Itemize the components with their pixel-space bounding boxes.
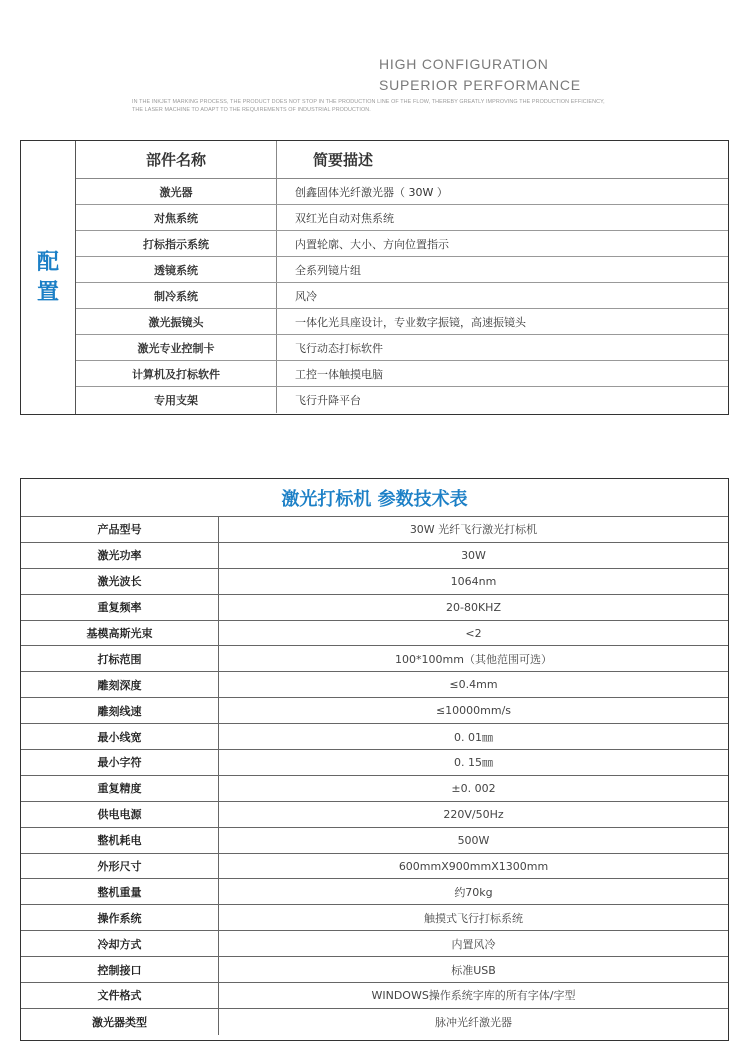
spec-row-key: 激光波长 bbox=[21, 569, 219, 594]
spec-row bbox=[21, 724, 728, 750]
spec-row-value: 500W bbox=[457, 833, 490, 847]
spec-row-key: 雕刻线速 bbox=[21, 698, 219, 723]
spec-row bbox=[21, 517, 728, 543]
spec-table bbox=[20, 478, 729, 1041]
spec-row-key: 基模高斯光束 bbox=[21, 621, 219, 646]
spec-row-value: 600mmX900mmX1300mm bbox=[398, 859, 549, 873]
spec-row bbox=[21, 879, 728, 905]
spec-row bbox=[21, 802, 728, 828]
spec-row bbox=[21, 905, 728, 931]
spec-row bbox=[21, 543, 728, 569]
spec-row-value: 220V/50Hz bbox=[443, 807, 504, 821]
spec-row-key: 最小字符 bbox=[21, 750, 219, 775]
config-row-name: 打标指示系统 bbox=[76, 231, 277, 256]
spec-row bbox=[21, 1009, 728, 1035]
spec-row-value: 30W 光纤飞行激光打标机 bbox=[409, 523, 538, 537]
config-row bbox=[76, 283, 728, 309]
spec-row-key: 激光功率 bbox=[21, 543, 219, 568]
spec-row bbox=[21, 569, 728, 595]
spec-row-key: 整机耗电 bbox=[21, 828, 219, 853]
spec-row-value: ≤0.4mm bbox=[449, 678, 498, 692]
spec-row-key: 整机重量 bbox=[21, 879, 219, 904]
config-row-name: 专用支架 bbox=[76, 387, 277, 413]
spec-row-value: 100*100mm（其他范围可选） bbox=[395, 652, 552, 666]
spec-row bbox=[21, 698, 728, 724]
config-row-name: 对焦系统 bbox=[76, 205, 277, 230]
config-row-name: 制冷系统 bbox=[76, 283, 277, 308]
spec-row-value: <2 bbox=[465, 626, 482, 640]
config-header-row bbox=[76, 141, 728, 179]
spec-row-value: ≤10000mm/s bbox=[435, 704, 512, 718]
spec-row bbox=[21, 776, 728, 802]
spec-row-value: WINDOWS操作系统字库的所有字体/字型 bbox=[371, 989, 576, 1003]
config-row-name: 激光器 bbox=[76, 179, 277, 204]
config-row-desc: 全系列镜片组 bbox=[295, 263, 361, 277]
config-col-name-header: 部件名称 bbox=[76, 141, 277, 178]
config-row-name: 激光振镜头 bbox=[76, 309, 277, 334]
config-row bbox=[76, 257, 728, 283]
spec-row-key: 外形尺寸 bbox=[21, 854, 219, 879]
spec-row bbox=[21, 672, 728, 698]
spec-row-value: 1064nm bbox=[450, 574, 497, 588]
config-row-desc: 创鑫固体光纤激光器（ 30W ） bbox=[295, 185, 448, 199]
spec-row-value: 0. 01㎜ bbox=[454, 730, 493, 744]
spec-row bbox=[21, 621, 728, 647]
spec-row-key: 文件格式 bbox=[21, 983, 219, 1008]
spec-row bbox=[21, 750, 728, 776]
config-row bbox=[76, 335, 728, 361]
config-row-desc: 一体化光具座设计，专业数字振镜，高速振镜头 bbox=[295, 315, 526, 329]
config-row bbox=[76, 361, 728, 387]
config-row-name: 计算机及打标软件 bbox=[76, 361, 277, 386]
config-row-desc: 工控一体触摸电脑 bbox=[295, 367, 383, 381]
config-row-desc: 风冷 bbox=[295, 289, 317, 303]
header-title-line2: SUPERIOR PERFORMANCE bbox=[379, 77, 581, 93]
spec-row-key: 控制接口 bbox=[21, 957, 219, 982]
spec-table-title: 激光打标机 参数技术表 bbox=[21, 479, 728, 517]
config-row-name: 激光专业控制卡 bbox=[76, 335, 277, 360]
config-row bbox=[76, 231, 728, 257]
config-side-label bbox=[21, 141, 76, 414]
spec-row bbox=[21, 957, 728, 983]
spec-row-key: 重复频率 bbox=[21, 595, 219, 620]
config-side-char-2: 置 bbox=[36, 279, 59, 305]
config-row-desc: 内置轮廓、大小、方向位置指示 bbox=[295, 237, 449, 251]
spec-row bbox=[21, 854, 728, 880]
config-row bbox=[76, 205, 728, 231]
config-row-desc: 飞行升降平台 bbox=[295, 394, 361, 407]
spec-row-value: ±0. 002 bbox=[451, 781, 496, 795]
config-row bbox=[76, 309, 728, 335]
spec-row-value: 标准USB bbox=[451, 963, 496, 977]
spec-row-value: 脉冲光纤激光器 bbox=[435, 1015, 512, 1029]
spec-row-key: 冷却方式 bbox=[21, 931, 219, 956]
config-row bbox=[76, 387, 728, 413]
spec-row-key: 重复精度 bbox=[21, 776, 219, 801]
header-subtext-line1: IN THE INKJET MARKING PROCESS, THE PRODUCT DOES NOT STOP IN THE PRODUCTION LINE OF THE FLOW, THEREBY GREATLY IMPROVING THE PRODUCTION EFFICIENCY, bbox=[132, 99, 605, 105]
spec-row bbox=[21, 646, 728, 672]
spec-row-key: 操作系统 bbox=[21, 905, 219, 930]
spec-row-value: 触摸式飞行打标系统 bbox=[424, 911, 523, 925]
spec-row-value: 20-80KHZ bbox=[446, 600, 501, 614]
config-col-desc-header: 简要描述 bbox=[313, 151, 374, 169]
spec-row-key: 产品型号 bbox=[21, 517, 219, 542]
spec-row bbox=[21, 828, 728, 854]
config-table-body bbox=[76, 141, 728, 413]
config-table bbox=[20, 140, 729, 415]
spec-row bbox=[21, 983, 728, 1009]
spec-row-value: 0. 15㎜ bbox=[454, 756, 493, 770]
spec-row-key: 激光器类型 bbox=[21, 1009, 219, 1035]
config-row-desc: 双红光自动对焦系统 bbox=[295, 211, 394, 225]
config-row bbox=[76, 179, 728, 205]
spec-row-key: 最小线宽 bbox=[21, 724, 219, 749]
header-title-line1: HIGH CONFIGURATION bbox=[379, 56, 549, 72]
spec-row-key: 供电电源 bbox=[21, 802, 219, 827]
spec-row-key: 雕刻深度 bbox=[21, 672, 219, 697]
spec-row bbox=[21, 595, 728, 621]
config-row-desc: 飞行动态打标软件 bbox=[295, 341, 383, 355]
spec-row-value: 内置风冷 bbox=[451, 937, 496, 951]
spec-row-value: 约70kg bbox=[454, 885, 493, 899]
spec-row-key: 打标范围 bbox=[21, 646, 219, 671]
config-row-name: 透镜系统 bbox=[76, 257, 277, 282]
header-subtext-line2: THE LASER MACHINE TO ADAPT TO THE REQUIREMENTS OF INDUSTRIAL PRODUCTION. bbox=[132, 107, 371, 113]
spec-row bbox=[21, 931, 728, 957]
spec-row-value: 30W bbox=[461, 548, 486, 562]
config-side-char-1: 配 bbox=[36, 249, 59, 275]
